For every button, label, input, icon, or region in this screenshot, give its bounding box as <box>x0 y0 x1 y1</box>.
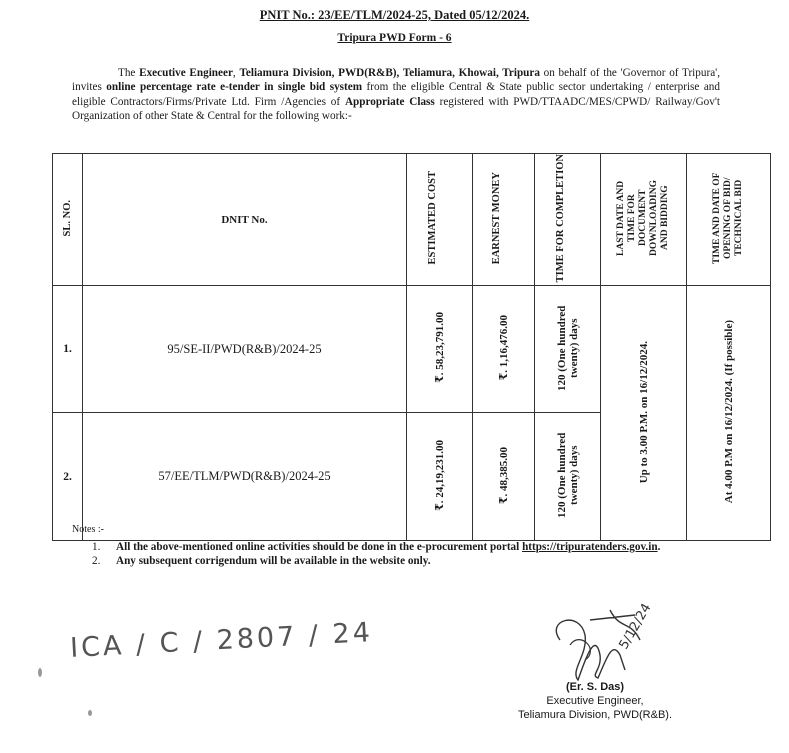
row-sl: 2. <box>53 413 83 541</box>
signatory-office: Teliamura Division, PWD(R&B). <box>517 709 673 721</box>
portal-link[interactable]: https://tripuratenders.gov.in <box>522 541 658 553</box>
row-dnit-number: 95/SE-II/PWD(R&B)/2024-25 <box>83 286 407 413</box>
row-time-for-completion: 120 (One hundred twenty) days <box>535 286 601 413</box>
table-header-row <box>53 154 771 286</box>
header-time-for-completion: TIME FOR COMPLETION <box>535 154 601 286</box>
form-title: Tripura PWD Form - 6 <box>337 32 452 44</box>
row-estimated-cost: ₹. 58,23,791.00 <box>407 286 473 413</box>
row-earnest-money: ₹. 48,385.00 <box>473 413 535 541</box>
tender-table <box>52 153 771 541</box>
intro-paragraph: The Executive Engineer, Teliamura Division, PWD(R&B), Teliamura, Khowai, Tripura on behalf of the 'Governor of Tripura', invites online percentage rate e-tender in single bid system from the eligible Central & State public sector undertaking / enterprise and eligible Contractors/Firms/Private Ltd. Firm /Agencies of Appropriate Class registered with PWD/TTAADC/MES/CPWD/ Railway/Gov't Organization of other State & Central for the following work:- <box>72 67 720 123</box>
header-last-date: LAST DATE AND TIME FOR DOCUMENT DOWNLOADING AND BIDDING <box>601 154 687 286</box>
header-estimated-cost: ESTIMATED COST <box>407 154 473 286</box>
last-date-cell: Up to 3.00 P.M. on 16/12/2024. <box>601 286 687 541</box>
header-earnest-money: EARNEST MONEY <box>473 154 535 286</box>
handwritten-reference: ICA / C / 2807 / 24 <box>69 617 374 664</box>
header-sl: SL. NO. <box>53 154 83 286</box>
signature-date: 5/12/24 <box>616 601 655 652</box>
scan-speck <box>88 710 92 716</box>
signatory-name: (Er. S. Das) <box>565 681 625 693</box>
notes-list <box>92 540 718 568</box>
header-dnit: DNIT No. <box>83 154 407 286</box>
pnit-number-heading: PNIT No.: 23/EE/TLM/2024-25, Dated 05/12/2024. <box>259 8 530 22</box>
note-item: 1. All the above-mentioned online activities should be done in the e-procurement portal https://tripuratenders.gov.in. <box>92 541 661 553</box>
row-sl: 1. <box>53 286 83 413</box>
row-dnit-number: 57/EE/TLM/PWD(R&B)/2024-25 <box>83 413 407 541</box>
signature-scribble <box>540 600 670 690</box>
notes-heading: Notes :- <box>72 524 104 535</box>
row-time-for-completion: 120 (One hundred twenty) days <box>535 413 601 541</box>
header-opening-date: TIME AND DATE OF OPENING OF BID/ TECHNICAL BID <box>687 154 771 286</box>
row-earnest-money: ₹. 1,16,476.00 <box>473 286 535 413</box>
scan-speck <box>38 668 42 677</box>
table-row <box>53 286 771 413</box>
row-estimated-cost: ₹. 24,19,231.00 <box>407 413 473 541</box>
signatory-title: Executive Engineer, <box>546 695 644 707</box>
note-item: 2. Any subsequent corrigendum will be available in the website only. <box>92 555 431 567</box>
opening-date-cell: At 4.00 P.M on 16/12/2024. (If possible) <box>687 286 771 541</box>
signatory-block <box>470 680 720 722</box>
